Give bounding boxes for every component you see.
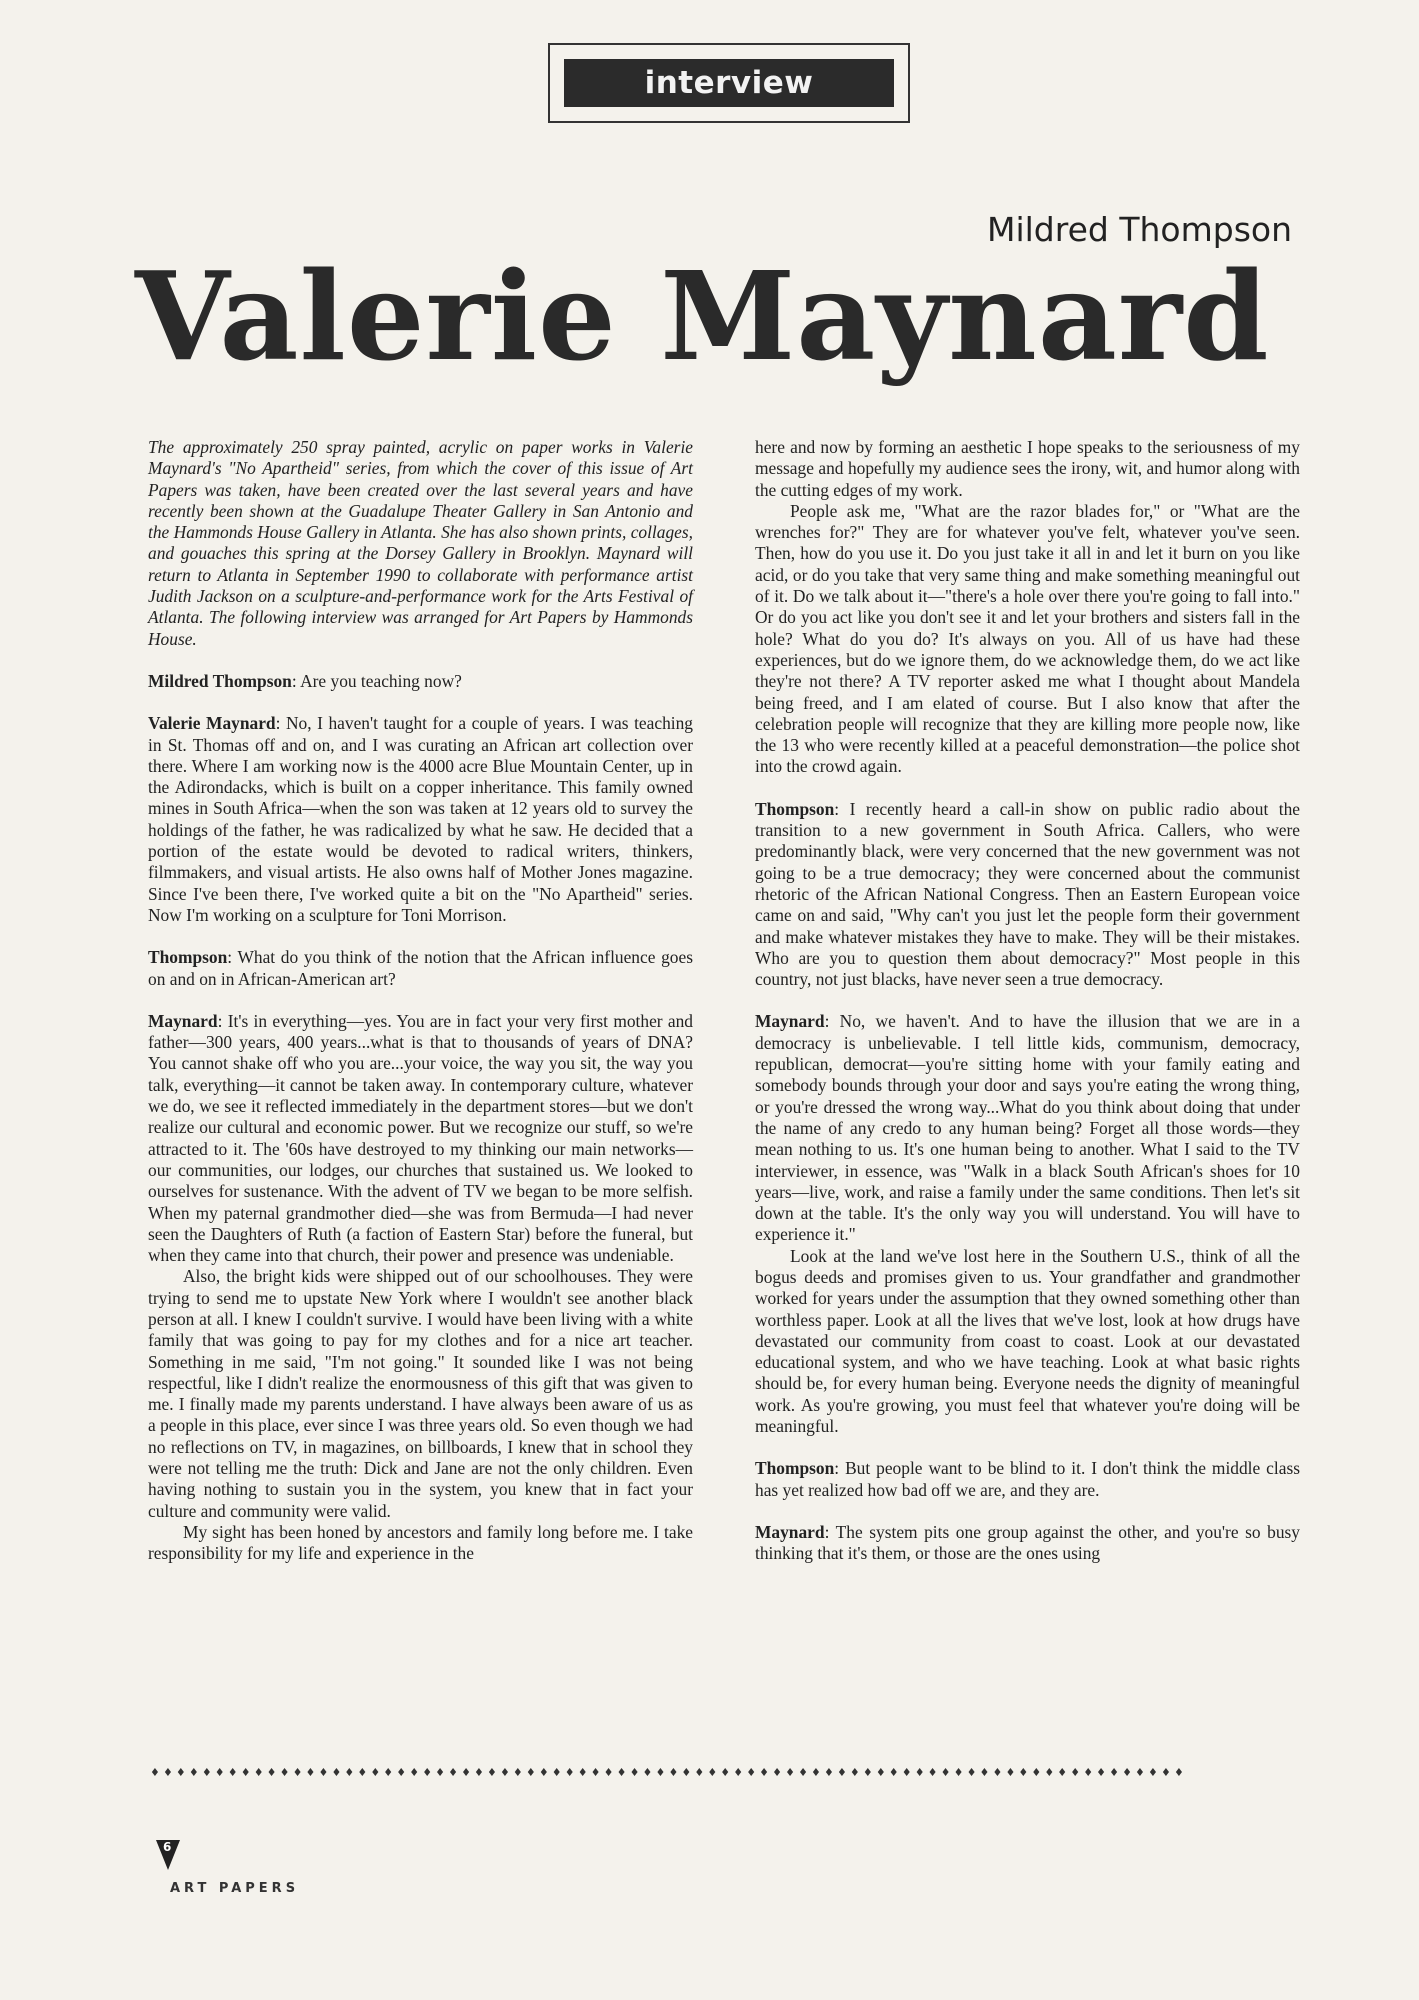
speaker-name: Maynard [755, 1011, 825, 1032]
body-paragraph: Look at the land we've lost here in the Southern U.S., think of all the bogus deeds and promises given to us. Your grandfather and grandmother worked for years under the assumption that they owned something other than worthless paper. Look at all the lives that we've lost, look at how drugs have devastated our community from coast to coast. Look at our devastated educational system, and who we have teaching. Look at what basic rights should be, for every human being. Everyone needs the dignity of meaningful work. As you're growing, you must feel that whatever you're doing will be meaningful. [755, 1245, 1300, 1437]
body-paragraph: My sight has been honed by ancestors and family long before me. I take responsibility for my life and experience in the [148, 1521, 693, 1564]
exchange-paragraph: Mildred Thompson: Are you teaching now? [148, 670, 462, 691]
speaker-name: Maynard [755, 1521, 825, 1542]
exchange-paragraph: Thompson: But people want to be blind to it. I don't think the middle class has yet realized how bad off we are, and they are. [755, 1458, 1300, 1500]
section-tag: interview [564, 59, 894, 107]
exchange-text: No, I haven't taught for a couple of years. I was teaching in St. Thomas off and on, and I was curating an African art collection over there. Where I am working now is the 4000 acre Blue Mountain Center, up in the Adirondacks, which is built on a copper inheritance. This family owned mines in South Africa—when the son was taken at 12 years old to survey the holdings of the father, he was radicalized by what he saw. He decided that a portion of the estate would be devoted to radical writers, thinkers, filmmakers, and visual artists. He also owns half of Mother Jones magazine. Since I've been there, I've worked quite a bit on the "No Apartheid" series. Now I'm working on a sculpture for Toni Morrison. [148, 713, 693, 925]
exchange-text: Are you teaching now? [300, 670, 462, 691]
body-paragraph: People ask me, "What are the razor blades for," or "What are the wrenches for?" They are for whatever you've felt, whatever you've seen. Then, how do you use it. Do you just take it all in and let it burn on you like acid, or do you take that very same thing and make something meaningful out of it. Do we talk about it—"there's a hole over there you're going to fall into." Or do you act like you don't see it and let your brothers and sisters fall in the hole? What do you do? It's always on you. All of us have had these experiences, but do we ignore them, do we acknowledge them, do we act like they're not there? A TV reporter asked me what I thought about Mandela being freed, and I am elated of course. But I also know that after the celebration people will recognize that they are killing more people now, like the 13 who were recently killed at a peaceful demonstration—the police shot into the crowd again. [755, 500, 1300, 777]
exchange-text: It's in everything—yes. You are in fact your very first mother and father—300 years, 400 years...what is that to thousands of years of DNA? You cannot shake off who you are...your voice, the way you sit, the way you talk, everything—it cannot be taken away. In contemporary culture, whatever we do, we see it reflected immediately in the department stores—but we don't realize our cultural and economic power. But we recognize our stuff, so we're attracted to it. The '60s have destroyed to my thinking our main networks—our communities, our lodges, our churches that sustained us. We looked to ourselves for sustenance. With the advent of TV we began to be more selfish. When my paternal grandmother died—she was from Bermuda—I had never seen the Daughters of Ruth (a faction of Eastern Star) before the funeral, but when they came into that church, their power and presence was undeniable. [148, 1010, 693, 1266]
speaker-name: Thompson [755, 1458, 835, 1479]
article-title: Valerie Maynard [135, 244, 1270, 388]
left-column [148, 437, 693, 1565]
section-tag-frame [548, 43, 910, 123]
body-paragraph: Also, the bright kids were shipped out of our schoolhouses. They were trying to send me to upstate New York where I wouldn't see another black person at all. I knew I couldn't survive. I would have been living with a white family that was going to pay for my clothes and for a nice art teacher. Something in me said, "I'm not going." It sounded like I was not being respectful, like I didn't realize the enormousness of this gift that was given to me. I finally made my parents understand. I have always been aware of us as a people in this place, ever since I was three years old. So even though we had no reflections on TV, in magazines, on billboards, I knew that in school they were not telling me the truth: Dick and Jane are not the only children. Even having nothing to sustain you in the system, you knew that in fact your culture and community were valid. [148, 1266, 693, 1521]
intro-paragraph: The approximately 250 spray painted, acrylic on paper works in Valerie Maynard's "No Apartheid" series, from which the cover of this issue of Art Papers was taken, have been created over the last several years and have recently been shown at the Guadalupe Theater Gallery in San Antonio and the Hammonds House Gallery in Atlanta. She has also shown prints, collages, and gouaches this spring at the Dorsey Gallery in Brooklyn. Maynard will return to Atlanta in September 1990 to collaborate with performance artist Judith Jackson on a sculpture-and-performance work for the Arts Festival of Atlanta. The following interview was arranged for Art Papers by Hammonds House. [148, 437, 693, 649]
exchange-text: No, we haven't. And to have the illusion that we are in a democracy is unbelievable. I tell little kids, communism, democracy, republican, democrat—you're sitting home with your family eating and somebody bounds through your door and says you're eating the wrong thing, or you're dressed the wrong way...What do you think about doing that under the name of any credo to any human being? Forget all those words—they mean nothing to us. It's one human being to another. What I said to the TV interviewer, in essence, was "Walk in a black South African's shoes for 10 years—live, work, and raise a family under the same conditions. Then let's sit down at the table. It's the only way you will understand. You will have to experience it." [755, 1011, 1300, 1245]
exchange-paragraph: Valerie Maynard: No, I haven't taught for a couple of years. I was teaching in St. Thomas off and on, and I was curating an African art collection over there. Where I am working now is the 4000 acre Blue Mountain Center, up in the Adirondacks, which is built on a copper inheritance. This family owned mines in South Africa—when the son was taken at 12 years old to survey the holdings of the father, he was radicalized by what he saw. He decided that a portion of the estate would be devoted to radical writers, thinkers, filmmakers, and visual artists. He also owns half of Mother Jones magazine. Since I've been there, I've worked quite a bit on the "No Apartheid" series. Now I'm working on a sculpture for Toni Morrison. [148, 713, 693, 925]
speaker-name: Mildred Thompson [148, 670, 292, 691]
exchange-paragraph: Maynard: No, we haven't. And to have the illusion that we are in a democracy is unbelievable. I tell little kids, communism, democracy, republican, democrat—you're sitting home with your family eating and somebody bounds through your door and says you're eating the wrong thing, or you're dressed the wrong way...What do you think about doing that under the name of any credo to any human being? Forget all those words—they mean nothing to us. It's one human being to another. What I said to the TV interviewer, in essence, was "Walk in a black South African's shoes for 10 years—live, work, and raise a family under the same conditions. Then let's sit down at the table. It's the only way you will understand. You will have to experience it." [755, 1011, 1300, 1245]
exchange-paragraph: Thompson: I recently heard a call-in show on public radio about the transition to a new government in South Africa. Callers, who were predominantly black, were very concerned that the new government was not going to be a true democracy; they were concerned about the communist rhetoric of the African National Congress. Then an Eastern European voice came on and said, "Why can't you just let the people form their government and make whatever mistakes they have to make. They will be their mistakes. Who are you to question them about democracy?" Most people in this country, not just blacks, have never seen a true democracy. [755, 798, 1301, 990]
exchange-paragraph: Maynard: It's in everything—yes. You are in fact your very first mother and father—300 years, 400 years...what is that to thousands of years of DNA? You cannot shake off who you are...your voice, the way you sit, the way you talk, everything—it cannot be taken away. In contemporary culture, whatever we do, we see it reflected immediately in the department stores—but we don't realize our cultural and economic power. But we recognize our stuff, so we're attracted to it. The '60s have destroyed to my thinking our main networks—our communities, our lodges, our churches that sustained us. We looked to ourselves for sustenance. With the advent of TV we began to be more selfish. When my paternal grandmother died—she was from Bermuda—I had never seen the Daughters of Ruth (a faction of Eastern Star) before the funeral, but when they came into that church, their power and presence was undeniable. [148, 1010, 693, 1266]
speaker-name: Valerie Maynard [148, 713, 276, 734]
body-paragraph: here and now by forming an aesthetic I hope speaks to the seriousness of my message and hopefully my audience sees the irony, wit, and humor along with the cutting edges of my work. [755, 437, 1300, 500]
exchange-text: The system pits one group against the other, and you're so busy thinking that it's them, or those are the ones using [755, 1521, 1300, 1564]
right-column [755, 437, 1300, 1565]
byline: Mildred Thompson [987, 210, 1292, 249]
speaker-name: Thompson [148, 947, 228, 968]
speaker-name: Thompson [755, 798, 835, 819]
exchange-text: I recently heard a call-in show on public radio about the transition to a new government in South Africa. Callers, who were predominantly black, were very concerned that the new government was not going to be a true democracy; they were concerned about the communist rhetoric of the African National Congress. Then an Eastern European voice came on and said, "Why can't you just let the people form their government and make whatever mistakes they have to make. They will be their mistakes. Who are you to question them about democracy?" Most people in this country, not just blacks, have never seen a true democracy. [755, 798, 1301, 990]
magazine-name: ART PAPERS [170, 1881, 300, 1896]
page-number: 6 [163, 1840, 172, 1854]
diamond-divider: ♦♦♦♦♦♦♦♦♦♦♦♦♦♦♦♦♦♦♦♦♦♦♦♦♦♦♦♦♦♦♦♦♦♦♦♦♦♦♦♦♦♦♦♦♦♦♦♦♦♦♦♦♦♦♦♦♦♦♦♦♦♦♦♦♦♦♦♦♦♦♦♦♦♦♦♦♦♦♦♦ [150, 1766, 1187, 1779]
speaker-name: Maynard [148, 1010, 218, 1031]
exchange-paragraph: Thompson: What do you think of the notion that the African influence goes on and on in African-American art? [148, 947, 693, 989]
exchange-paragraph: Maynard: The system pits one group against the other, and you're so busy thinking that it's them, or those are the ones using [755, 1521, 1300, 1564]
exchange-text: But people want to be blind to it. I don't think the middle class has yet realized how bad off we are, and they are. [755, 1458, 1300, 1500]
exchange-text: What do you think of the notion that the African influence goes on and on in African-American art? [148, 947, 693, 989]
